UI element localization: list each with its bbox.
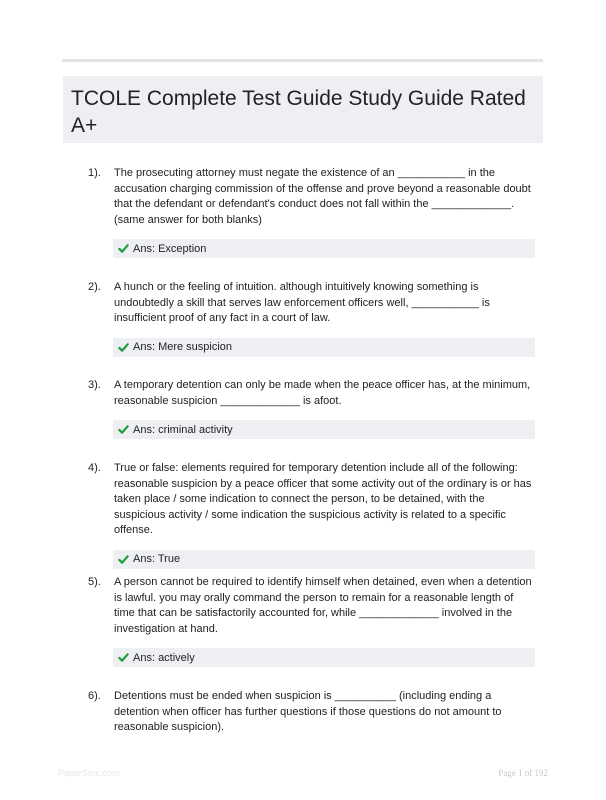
question-item bbox=[88, 378, 535, 439]
check-icon bbox=[118, 554, 129, 565]
question-number: 1). bbox=[88, 167, 101, 179]
question-item bbox=[88, 461, 535, 569]
answer-text: Ans: criminal activity bbox=[133, 423, 233, 436]
answer-box bbox=[113, 550, 535, 569]
answer-text: Ans: Mere suspicion bbox=[133, 341, 233, 353]
question-item bbox=[88, 689, 535, 736]
check-icon bbox=[118, 424, 129, 435]
question-number: 2). bbox=[88, 281, 101, 293]
answer-box bbox=[113, 239, 535, 258]
question-number: 3). bbox=[88, 379, 101, 391]
answer-text: Ans: True bbox=[133, 553, 181, 565]
check-icon bbox=[118, 652, 129, 663]
header-rule bbox=[62, 59, 543, 62]
question-number: 4). bbox=[88, 462, 101, 474]
question-number: 5). bbox=[88, 576, 101, 588]
answer-text: Ans: actively bbox=[133, 651, 195, 664]
question-number: 6). bbox=[88, 690, 101, 702]
title-panel bbox=[63, 76, 543, 143]
answer-box bbox=[113, 338, 535, 357]
answer-box bbox=[113, 420, 535, 439]
question-item bbox=[88, 166, 535, 258]
answer-text: Ans: Exception bbox=[133, 242, 207, 255]
answer-box bbox=[113, 648, 535, 667]
question-text: Detentions must be ended when suspicion is __________ (including ending a detention when officer has further questions if those questions do not amount to reasonable suspicion). bbox=[114, 690, 502, 733]
question-item bbox=[88, 280, 535, 357]
page-number: Page 1 of 192 bbox=[498, 768, 548, 778]
check-icon bbox=[118, 342, 129, 353]
question-text: The prosecuting attorney must negate the existence of an ___________ in the accusation charging commission of the offense and prove beyond a reasonable doubt that the defendant or defendant's conduct does not fall within the _____________. (same answer for both blanks) bbox=[114, 167, 531, 226]
question-item bbox=[88, 575, 535, 667]
check-icon bbox=[118, 243, 129, 254]
page-title: TCOLE Complete Test Guide Study Guide Rated A+ bbox=[71, 87, 526, 137]
question-text: A temporary detention can only be made when the peace officer has, at the minimum, reasonable suspicion _____________ is afoot. bbox=[114, 379, 531, 407]
question-text: True or false: elements required for temporary detention include all of the following: reasonable suspicion by a peace officer that some activity out of the ordinary is or has taken place / some indication to connect the person, to be detained, with the suspicious activity / some indication the suspicious activity is related to a specific offense. bbox=[114, 462, 532, 536]
watermark-text: PaperStoc.com bbox=[58, 768, 120, 778]
question-text: A person cannot be required to identify himself when detained, even when a detention is lawful. you may orally command the person to remain for a reasonable length of time that can be satisfactorily accounted for, while _____________ involved in the investigation at hand. bbox=[114, 576, 532, 635]
question-text: A hunch or the feeling of intuition. although intuitively knowing something is undoubtedly a skill that serves law enforcement officers well, ___________ is insufficient proof of any fact in a court of law. bbox=[114, 281, 490, 324]
